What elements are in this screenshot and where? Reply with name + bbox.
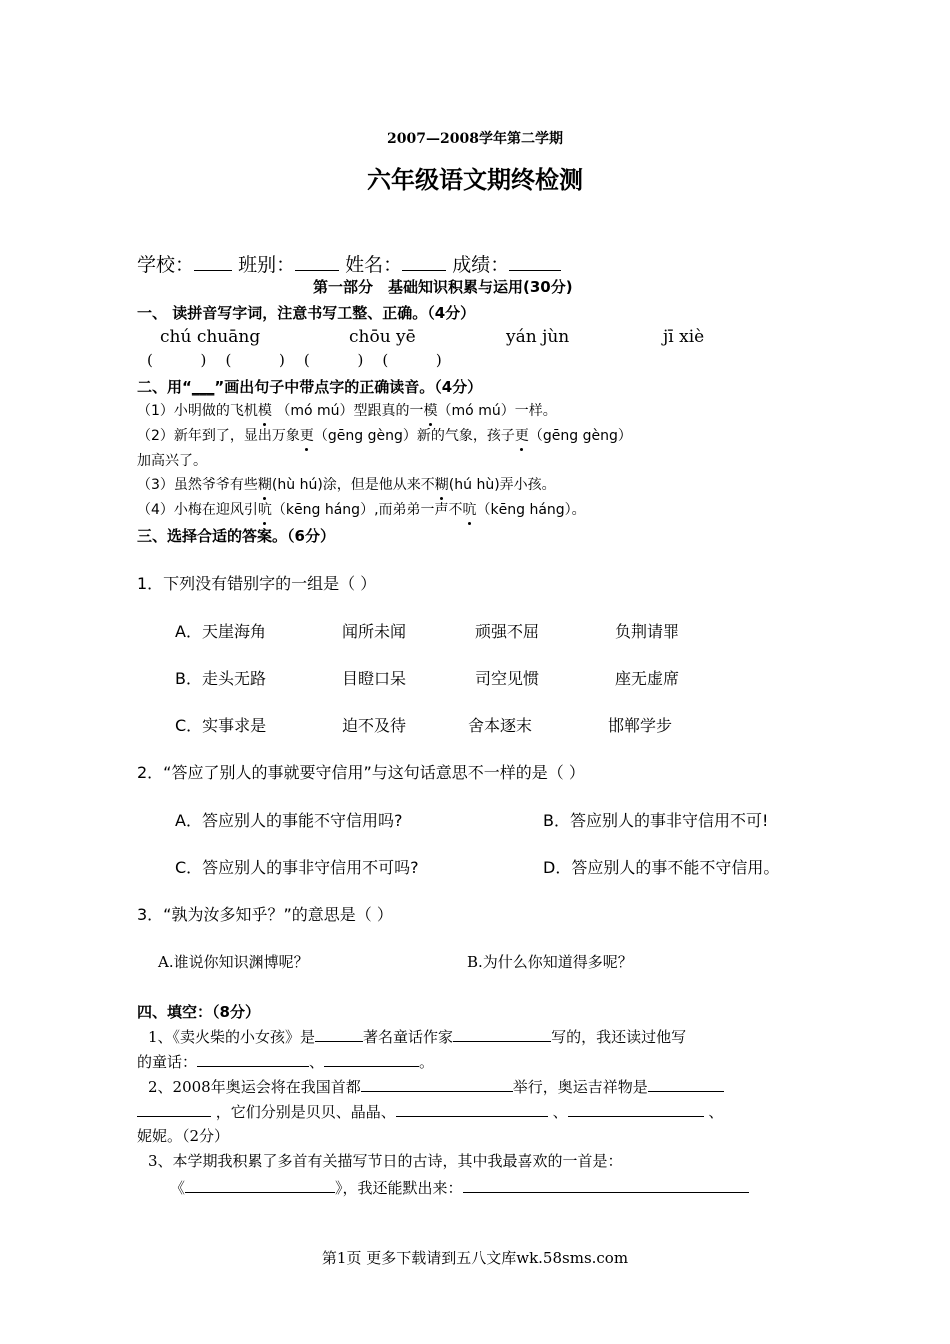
- name-blank[interactable]: [402, 254, 446, 271]
- part1-title: 第一部分 基础知识积累与运用(30分): [313, 278, 573, 296]
- q1-a-3: 顽强不屈: [475, 622, 540, 641]
- q1-a-2: 闻所未闻: [342, 622, 407, 641]
- q2-option-c: C．答应别人的事非守信用不可吗?: [175, 858, 419, 877]
- blank[interactable]: [361, 1075, 513, 1092]
- blank[interactable]: [396, 1100, 548, 1117]
- class-blank[interactable]: [295, 254, 339, 271]
- fill-line-7: 《 》，我还能默出来：: [170, 1176, 749, 1198]
- score-blank[interactable]: [509, 254, 561, 271]
- school-blank[interactable]: [194, 254, 232, 271]
- section2-item-2: （2）新年到了，显出万象更（gēng gèng）新的气象，孩子更（gēng gèng）: [137, 428, 632, 444]
- blank[interactable]: [185, 1176, 335, 1193]
- q1-b-4: 座无虚席: [615, 669, 680, 688]
- q2-stem: 2．“答应了别人的事就要守信用”与这句话意思不一样的是（ ）: [137, 763, 585, 782]
- q1-b-2: 目瞪口呆: [342, 669, 407, 688]
- q1-option-b: B．走头无路: [175, 669, 266, 688]
- fill-line-4: ，它们分别是贝贝、晶晶、 、 、: [137, 1100, 723, 1122]
- q3-option-b: B.为什么你知道得多呢？: [467, 953, 633, 971]
- student-info: [137, 250, 561, 277]
- blank[interactable]: [568, 1100, 704, 1117]
- dotted-char: 糊: [434, 477, 449, 493]
- pinyin-3: yán jùn: [506, 327, 570, 347]
- section2-item-4: （4）小梅在迎风引吭（kēng háng）,而弟弟一声不吭（kēng háng）。: [137, 502, 586, 518]
- name-label: 姓名：: [345, 254, 403, 276]
- blank[interactable]: [463, 1176, 749, 1193]
- q1-c-3: 舍本逐末: [468, 716, 533, 735]
- fill-line-3: 2、2008年奥运会将在我国首都 举行，奥运吉祥物是: [148, 1075, 724, 1097]
- dotted-char: 更: [514, 428, 529, 444]
- q3-option-a: A.谁说你知识渊博呢？: [158, 953, 309, 971]
- pinyin-4: jī xiè: [663, 327, 705, 347]
- score-label: 成绩：: [452, 254, 510, 276]
- blank[interactable]: [453, 1025, 551, 1042]
- section2-item-2-cont: 加高兴了。: [137, 453, 207, 469]
- fill-line-1: 1、《卖火柴的小女孩》是 著名童话作家 写的，我还读过他写: [148, 1025, 686, 1047]
- q1-c-4: 邯郸学步: [608, 716, 673, 735]
- dotted-char: 模: [257, 403, 272, 419]
- pinyin-1: chú chuāng: [160, 327, 261, 347]
- pinyin-2: chōu yē: [349, 327, 416, 347]
- page-title: 六年级语文期终检测: [367, 165, 583, 194]
- q1-option-a: A．天崖海角: [175, 622, 266, 641]
- blank[interactable]: [137, 1100, 211, 1117]
- section2-item-3: （3）虽然爷爷有些糊(hù hú)涂，但是他从来不糊(hú hù)弄小孩。: [137, 477, 556, 493]
- q2-option-b: B．答应别人的事非守信用不可!: [543, 811, 769, 830]
- dotted-char: 吭: [462, 502, 477, 518]
- q2-option-d: D．答应别人的事不能不守信用。: [543, 858, 780, 877]
- section3-title: 三、选择合适的答案。（6分）: [137, 527, 335, 545]
- q1-a-4: 负荆请罪: [615, 622, 680, 641]
- dotted-char: 模: [423, 403, 438, 419]
- section2-item-1: （1）小明做的飞机模 （mó mú）型跟真的一模（mó mú）一样。: [137, 403, 557, 419]
- fill-line-5: 妮妮。（2分）: [137, 1127, 230, 1145]
- q1-c-2: 迫不及待: [342, 716, 407, 735]
- q3-stem: 3．“孰为汝多知乎？”的意思是（ ）: [137, 905, 393, 924]
- fill-line-2: 的童话： 、 。: [137, 1050, 434, 1072]
- school-label: 学校：: [137, 254, 195, 276]
- page-footer: 第1页 更多下载请到五八文库wk.58sms.com: [321, 1249, 629, 1267]
- dotted-char: 更: [299, 428, 314, 444]
- q1-stem: 1．下列没有错别字的一组是（ ）: [137, 574, 377, 593]
- q2-option-a: A．答应别人的事能不守信用吗?: [175, 811, 403, 830]
- answer-brackets: ( ) ( ) ( ) ( ): [147, 351, 442, 369]
- section1-title: 一、 读拼音写字词，注意书写工整、正确。（4分）: [137, 304, 476, 322]
- q1-b-3: 司空见惯: [475, 669, 540, 688]
- blank[interactable]: [315, 1025, 363, 1042]
- blank[interactable]: [324, 1050, 419, 1067]
- section2-title: 二、用“___”画出句子中带点字的正确读音。（4分）: [137, 378, 483, 396]
- blank[interactable]: [648, 1075, 724, 1092]
- class-label: 班别：: [238, 254, 296, 276]
- fill-line-6: 3、本学期我积累了多首有关描写节日的古诗，其中我最喜欢的一首是：: [148, 1152, 623, 1170]
- section4-title: 四、填空：（8分）: [137, 1003, 260, 1021]
- q1-option-c: C．实事求是: [175, 716, 267, 735]
- dotted-char: 吭: [257, 502, 272, 518]
- blank[interactable]: [197, 1050, 309, 1067]
- dotted-char: 糊: [257, 477, 272, 493]
- term-label: 2007—2008学年第二学期: [387, 131, 563, 147]
